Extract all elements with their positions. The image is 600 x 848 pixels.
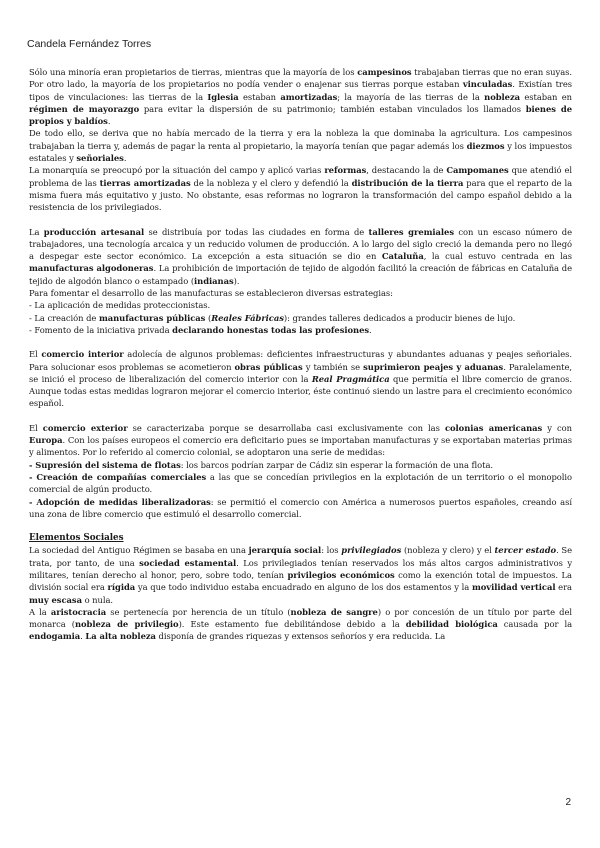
emphasized-term: régimen de mayorazgo xyxy=(29,103,140,114)
emphasized-term: Reales Fábricas xyxy=(211,312,284,323)
emphasized-term: señoriales xyxy=(76,153,124,164)
emphasized-term: tercer estado xyxy=(494,545,557,556)
emphasized-term: producción artesanal xyxy=(43,226,145,237)
paragraph: A la aristocracia se pertenecía por herencia de un título (nobleza de sangre) o por concesión de un título por parte del monarca (nobleza de privilegio). Este estamento fue debilitándose debido a la debilidad biológica causada por la endogamia. La alta nobleza disponía de grandes riquezas y extensos señoríos y era reducida. La xyxy=(29,606,573,642)
emphasized-term: distribución de la tierra xyxy=(351,177,464,188)
emphasized-term: - Supresión del sistema de flotas xyxy=(29,459,181,470)
emphasized-term: nobleza xyxy=(484,91,521,102)
emphasized-term: jerarquía social xyxy=(248,545,322,556)
document-body xyxy=(29,66,572,643)
emphasized-term: comercio exterior xyxy=(42,422,128,433)
emphasized-term: muy escasa xyxy=(29,594,82,605)
emphasized-term: Campomanes xyxy=(446,165,509,176)
emphasized-term: nobleza de sangre xyxy=(290,606,378,617)
paragraph: - Fomento de la iniciativa privada declarando honestas todas las profesiones. xyxy=(29,324,372,335)
emphasized-term: Iglesia xyxy=(207,91,239,102)
paragraph: La monarquía se preocupó por la situación del campo y aplicó varias reformas, destacando la de Campomanes que atendió el problema de las tierras amortizadas de la nobleza y el clero y defendió la distribución de la tierra para que el reparto de la misma fuera más equitativo y justo. No obstante, esas reformas no lograron la transformación del campo español debido a la resistencia de los privilegiados. xyxy=(29,165,573,213)
emphasized-term: amortizadas xyxy=(280,91,338,102)
emphasized-term: vinculadas xyxy=(462,79,513,90)
emphasized-term: Cataluña xyxy=(381,251,424,262)
paragraph-spacer xyxy=(29,520,572,532)
emphasized-term: suprimieron peajes y aduanas xyxy=(363,361,504,372)
page-number: 2 xyxy=(565,797,571,808)
emphasized-term: - Adopción de medidas liberalizadoras xyxy=(29,496,211,507)
paragraph: La producción artesanal se distribuía por todas las ciudades en forma de talleres gremiales con un escaso número de trabajadores, una tecnología arcaica y un reducido volumen de producción. A lo largo del siglo creció la demanda pero no llegó a despegar este sector económico. La excepción a esta situación se dio en Cataluña, la cual estuvo centrada en las manufacturas algodoneras. La prohibición de importación de tejido de algodón facilitó la creación de fábricas en Cataluña de tejido de algodón blanco o estampado (indianas). xyxy=(29,226,572,286)
emphasized-term: nobleza de privilegio xyxy=(74,619,179,630)
paragraph: El comercio interior adolecía de algunos problemas: deficientes infraestructuras y abundantes aduanas y peajes señoriales. Para solucionar esos problemas se acometieron obras públicas y también se suprimieron peajes y aduanas. Paralelamente, se inició el proceso de liberalización del comercio interior con la Real Pragmática que permitía el libre comercio de granos. Aunque todas estas medidas lograron mejorar el comercio interior, éste continuó siendo un lastre para el crecimiento económico español. xyxy=(29,349,573,409)
emphasized-term: sociedad estamental xyxy=(139,557,237,568)
emphasized-term: La alta nobleza xyxy=(85,631,156,642)
author-name: Candela Fernández Torres xyxy=(27,38,152,50)
emphasized-term: indianas xyxy=(194,275,234,286)
emphasized-term: tierras amortizadas xyxy=(99,177,191,188)
paragraph: Sólo una minoría eran propietarios de tierras, mientras que la mayoría de los campesinos trabajaban tierras que no eran suyas. Por otro lado, la mayoría de los propietarios no podía vender o enajenar sus tierras porque estaban vinculadas. Existían tres tipos de vinculaciones: las tierras de la Iglesia estaban amortizadas; la mayoría de las tierras de la nobleza estaban en régimen de mayorazgo para evitar la dispersión de su patrimonio; también estaban vinculados los llamados bienes de propios y baldíos. xyxy=(29,67,572,127)
paragraph-spacer xyxy=(29,214,572,226)
paragraph: - Supresión del sistema de flotas: los barcos podrían zarpar de Cádiz sin esperar la formación de una flota. xyxy=(29,459,494,470)
emphasized-term: aristocracia xyxy=(50,606,107,617)
paragraph: - La aplicación de medidas proteccionistas. xyxy=(29,300,211,311)
emphasized-term: privilegios económicos xyxy=(287,569,395,580)
paragraph: Para fomentar el desarrollo de las manufacturas se establecieron diversas estrategias: xyxy=(29,288,393,299)
paragraph: La sociedad del Antiguo Régimen se basaba en una jerarquía social: los privilegiados (nobleza y clero) y el tercer estado. Se trata, por tanto, de una sociedad estamental. Los privilegiados tenían reservados los más altos cargos administrativos y militares, tenían derecho al honor, pero, sobre todo, tenían privilegios económicos como la exención total de impuestos. La división social era rígida ya que todo individuo estaba encuadrado en alguno de los dos estamentos y la movilidad vertical era muy escasa o nula. xyxy=(29,545,573,605)
emphasized-term: talleres gremiales xyxy=(368,226,455,237)
emphasized-term: movilidad vertical xyxy=(471,582,556,593)
paragraph: - Creación de compañías comerciales a las que se concedían privilegios en la explotación de un territorio o el monopolio comercial de algún producto. xyxy=(29,471,573,495)
emphasized-term: diezmos xyxy=(466,140,505,151)
paragraph-spacer xyxy=(29,336,572,348)
emphasized-term: Europa xyxy=(29,435,63,446)
emphasized-term: Real Pragmática xyxy=(311,373,390,384)
emphasized-term: debilidad biológica xyxy=(405,619,498,630)
emphasized-term: privilegiados xyxy=(341,545,402,556)
emphasized-term: obras públicas xyxy=(234,361,303,372)
emphasized-term: comercio interior xyxy=(41,349,124,360)
paragraph: El comercio exterior se caracterizaba porque se desarrollaba casi exclusivamente con las colonias americanas y con Europa. Con los países europeos el comercio era deficitario pues se importaban manufacturas y se exportaban materias primas y alimentos. Por lo referido al comercio colonial, se adoptaron una serie de medidas: xyxy=(29,422,572,458)
paragraph: - La creación de manufacturas públicas (Reales Fábricas): grandes talleres dedicados a producir bienes de lujo. xyxy=(29,312,516,323)
emphasized-term: colonias americanas xyxy=(444,422,543,433)
emphasized-term: reformas xyxy=(324,165,367,176)
emphasized-term: endogamia xyxy=(29,631,81,642)
emphasized-term: declarando honestas todas las profesiones xyxy=(172,324,370,335)
emphasized-term: rígida xyxy=(107,582,136,593)
emphasized-term: campesinos xyxy=(357,67,412,77)
emphasized-term: manufacturas algodoneras xyxy=(29,263,154,274)
emphasized-term: - Creación de compañías comerciales xyxy=(29,471,207,482)
section-heading: Elementos Sociales xyxy=(29,533,124,544)
paragraph: - Adopción de medidas liberalizadoras: se permitió el comercio con América a numerosos puertos españoles, creando así una zona de libre comercio que estimuló el desarrollo comercial. xyxy=(29,496,572,519)
paragraph: De todo ello, se deriva que no había mercado de la tierra y era la nobleza la que dominaba la agricultura. Los campesinos trabajaban la tierra y, además de pagar la renta al propietario, la mayoría tenían que pagar además los diezmos y los impuestos estatales y señoriales. xyxy=(29,128,572,164)
emphasized-term: bienes de propios y baldíos xyxy=(29,103,572,127)
paragraph-spacer xyxy=(29,410,572,422)
emphasized-term: manufacturas públicas xyxy=(98,312,206,323)
